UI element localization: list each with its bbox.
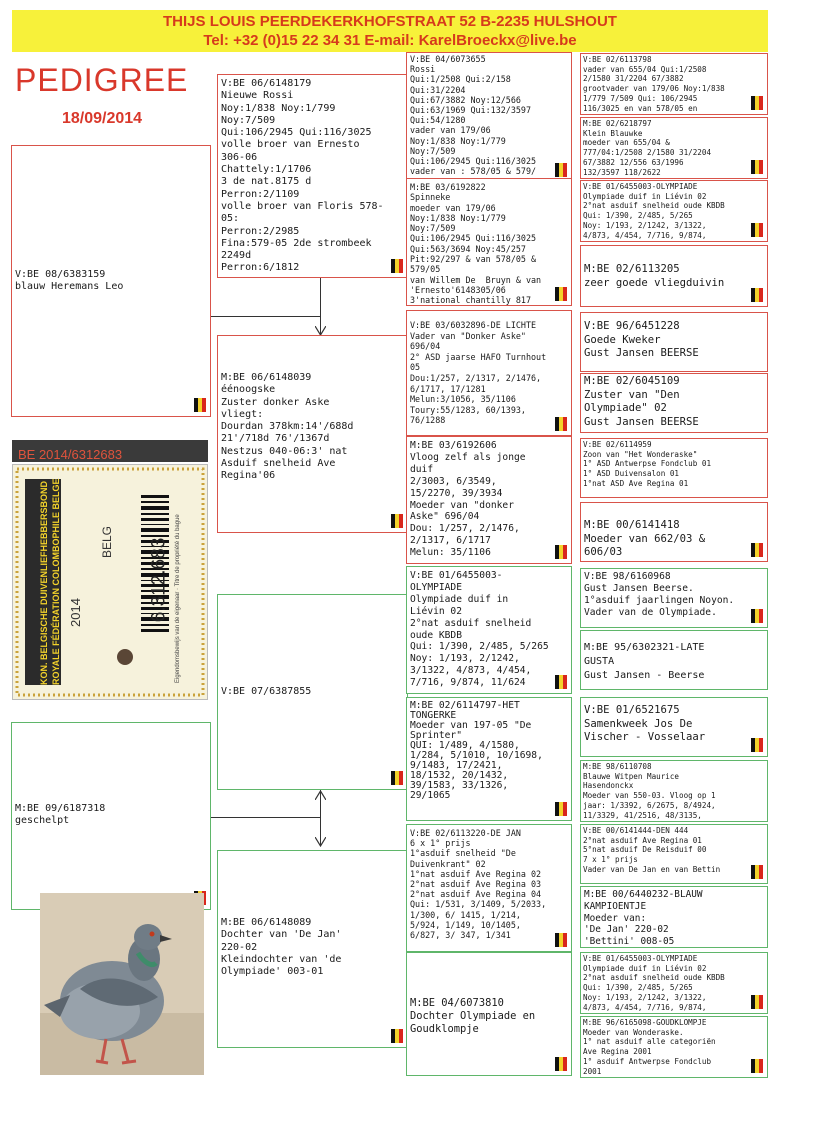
page-title: PEDIGREE xyxy=(15,62,189,98)
belgian-flag-icon xyxy=(555,417,567,431)
gen4-box-15[interactable] xyxy=(580,952,768,1014)
gen4-text-3: V:BE 01/6455003-OLYMPIADE Olympiade duif in Liévin 02 2°nat asduif snelheid oude KBDB Qui: 1/390, 2/485, 5/265 Noy: 1/193, 2/1242, 3/1322, 4/873, 4/454, 7/716, 9/874, xyxy=(583,182,725,240)
gen3-box-4[interactable] xyxy=(406,436,572,564)
ring-card-country: BELG xyxy=(100,525,115,559)
gen4-text-10: M:BE 95/6302321-LATE GUSTA Gust Jansen - Beerse xyxy=(584,642,705,681)
gen4-text-14: M:BE 00/6440232-BLAUW KAMPIOENTJE Moeder van: 'De Jan' 220-02 'Bettini' 008-05 xyxy=(584,889,703,948)
pigeon-photo xyxy=(40,893,204,1075)
gen4-text-8: M:BE 00/6141418 Moeder van 662/03 & 606/03 xyxy=(584,519,706,559)
belgian-flag-icon xyxy=(391,259,403,273)
belgian-flag-icon xyxy=(751,160,763,174)
connector-line xyxy=(210,316,320,317)
gen4-box-16[interactable] xyxy=(580,1016,768,1078)
ring-certificate-card xyxy=(12,464,208,700)
gen3-box-1[interactable] xyxy=(406,52,572,182)
gen4-box-13[interactable] xyxy=(580,824,768,884)
gen4-text-13: V:BE 00/6141444-DEN 444 2°nat asduif Ave Regina 01 5°nat asduif De Reisduif 00 7 x 1° prijs Vader van De Jan en van Bettin xyxy=(583,826,721,874)
gen4-text-2: M:BE 02/6218797 Klein Blauwke moeder van 655/04 & 777/04:1/2508 2/1580 31/2204 67/3882 12/556 63/1996 132/3597 118/2622 xyxy=(583,119,712,177)
sire-sire-box[interactable] xyxy=(217,74,408,278)
gen4-box-10[interactable] xyxy=(580,630,768,690)
belgian-flag-icon xyxy=(751,609,763,623)
gen4-box-8[interactable] xyxy=(580,502,768,562)
gen3-box-8[interactable] xyxy=(406,952,572,1076)
gen3-text-4: M:BE 03/6192606 Vloog zelf als jonge duif 2/3003, 6/3549, 15/2270, 39/3934 Moeder van "donker Aske" 696/04 Dou: 1/257, 2/1476, 2/1317, 6/1717 Melun: 35/1106 xyxy=(410,440,526,559)
gen4-text-5: V:BE 96/6451228 Goede Kweker Gust Jansen BEERSE xyxy=(584,320,699,360)
gen4-box-2[interactable] xyxy=(580,117,768,179)
belgian-flag-icon xyxy=(391,514,403,528)
sire-text: V:BE 08/6383159 blauw Heremans Leo xyxy=(15,269,124,293)
belgian-flag-icon xyxy=(555,545,567,559)
ring-card-org2: ROYALE FÉDÉRATION COLOMBOPHILE BELGE xyxy=(51,478,61,685)
sire-box[interactable] xyxy=(11,145,211,417)
sire-sire-text: V:BE 06/6148179 Nieuwe Rossi Noy:1/838 Noy:1/799 Noy:7/509 Qui:106/2945 Qui:116/3025 volle broer van Ernesto 306-06 Chattely:1/1706 3 de nat.8175 d Perron:2/1109 volle broer van Floris 578- 05: Perron:2/2985 Fina:579-05 2de strombeek 2249d Perron:6/1812 xyxy=(221,78,384,274)
gen3-text-1: V:BE 04/6073655 Rossi Qui:1/2508 Qui:2/158 Qui:31/2204 Qui:67/3882 Noy:12/566 Qui:63/1969 Qui:132/3597 Qui:54/1280 vader van 179/06 Noy:1/838 Noy:1/779 Noy:7/509 Qui:106/2945 Qui:116/3025 vader van : 578/05 & 579/ xyxy=(410,54,537,177)
ring-card-year: 2014 xyxy=(67,598,83,627)
belgian-flag-icon xyxy=(751,96,763,110)
dam-sire-box[interactable] xyxy=(217,594,408,790)
belgian-flag-icon xyxy=(194,398,206,412)
belgian-flag-icon xyxy=(555,163,567,177)
gen4-text-6: M:BE 02/6045109 Zuster van "Den Olympiade" 02 Gust Jansen BEERSE xyxy=(584,375,699,428)
gen4-text-7: V:BE 02/6114959 Zoon van "Het Wonderaske" 1° ASD Antwerpse Fondclub 01 1° ASD Duivensalon 01 1°nat ASD Ave Regina 01 xyxy=(583,440,712,488)
gen4-text-9: V:BE 98/6160968 Gust Jansen Beerse. 1°asduif jaarlingen Noyon. Vader van de Olympiade. xyxy=(584,571,735,618)
gen4-box-14[interactable] xyxy=(580,886,768,948)
gen4-text-15: V:BE 01/6455003-OLYMPIADE Olympiade duif in Liévin 02 2°nat asduif snelheid oude KBDB Qui: 1/390, 2/485, 5/265 Noy: 1/193, 2/1242, 3/1322, 4/873, 4/454, 7/716, 9/874, xyxy=(583,954,725,1012)
ring-card-hole xyxy=(117,649,133,665)
belgian-flag-icon xyxy=(751,1059,763,1073)
dam-dam-text: M:BE 06/6148089 Dochter van 'De Jan' 220-02 Kleindochter van 'de Olympiade' 003-01 xyxy=(221,917,342,978)
gen3-box-7[interactable] xyxy=(406,824,572,952)
connector-line xyxy=(210,817,320,818)
ring-card-small-text: Eigendomsbewijs van de eigenaar · Titre de propriété du bague xyxy=(175,514,181,683)
belgian-flag-icon xyxy=(751,543,763,557)
gen4-box-3[interactable] xyxy=(580,180,768,242)
gen4-box-9[interactable] xyxy=(580,568,768,628)
belgian-flag-icon xyxy=(555,933,567,947)
sire-dam-box[interactable] xyxy=(217,335,408,533)
belgian-flag-icon xyxy=(751,288,763,302)
dam-text: M:BE 09/6187318 geschelpt xyxy=(15,803,106,827)
dam-box[interactable] xyxy=(11,722,211,910)
belgian-flag-icon xyxy=(751,995,763,1009)
belgian-flag-icon xyxy=(751,223,763,237)
belgian-flag-icon xyxy=(555,1057,567,1071)
dam-dam-box[interactable] xyxy=(217,850,408,1048)
belgian-flag-icon xyxy=(555,802,567,816)
gen4-box-4[interactable] xyxy=(580,245,768,307)
gen3-text-3: V:BE 03/6032896-DE LICHTE Vader van "Donker Aske" 696/04 2° ASD jaarse HAFO Turnhout 05 Dou:1/257, 2/1317, 2/1476, 6/1717, 17/1281 Melun:3/1056, 35/1106 Toury:55/1283, 60/1393, 76/1288 xyxy=(410,320,547,426)
ring-card-number: 6.312.683 xyxy=(148,537,170,623)
gen3-text-5: V:BE 01/6455003- OLYMPIADE Olympiade duif in Liévin 02 2°nat asduif snelheid oude KBDB Qui: 1/390, 2/485, 5/265 Noy: 1/193, 2/1242, 3/1322, 4/873, 4/454, 7/716, 9/874, 11/624 xyxy=(410,570,549,689)
gen4-box-6[interactable] xyxy=(580,373,768,433)
gen3-box-3[interactable] xyxy=(406,310,572,436)
pedigree-date: 18/09/2014 xyxy=(62,110,143,127)
ring-number-label: BE 2014/6312683 xyxy=(18,447,123,462)
ring-card-org1: KON. BELGISCHE DUIVENLIEFHEBBERSBOND xyxy=(39,480,49,685)
gen3-box-2[interactable] xyxy=(406,178,572,306)
arrow-icon xyxy=(315,837,326,847)
gen4-box-1[interactable] xyxy=(580,53,768,115)
gen3-text-8: M:BE 04/6073810 Dochter Olympiade en Goudklompje xyxy=(410,997,536,1035)
gen4-text-4: M:BE 02/6113205 zeer goede vliegduivin xyxy=(584,263,725,289)
gen4-text-11: V:BE 01/6521675 Samenkweek Jos De Vischer - Vosselaar xyxy=(584,704,706,744)
breeder-contact: Tel: +32 (0)15 22 34 31 E-mail: KarelBroeckx@live.be xyxy=(203,32,577,49)
gen3-text-7: V:BE 02/6113220-DE JAN 6 x 1° prijs 1°asduif snelheid "De Duivenkrant" 02 1°nat asduif Ave Regina 02 2°nat asduif Ave Regina 03 2°nat asduif Ave Regina 04 Qui: 1/531, 3/1409, 5/2033, 1/300, 6/ 1415, 1/214, 5/924, 1/149, 10/1405, 6/827, 3/ 347, 1/341 xyxy=(410,828,547,941)
gen4-text-16: M:BE 96/6165098-GOUDKLOMPJE Moeder van Wonderaske. 1° nat asduif alle categoriën Ave Regina 2001 1° asduif Antwerpse Fondclub 2001 xyxy=(583,1018,716,1076)
belgian-flag-icon xyxy=(751,738,763,752)
belgian-flag-icon xyxy=(555,287,567,301)
sire-dam-text: M:BE 06/6148039 éénoogske Zuster donker Aske vliegt: Dourdan 378km:14'/688d 21'/718d 76'/1367d Nestzus 040-06:3' nat Asduif snelheid Ave Regina'06 xyxy=(221,372,354,482)
belgian-flag-icon xyxy=(391,771,403,785)
gen4-text-12: M:BE 98/6110708 Blauwe Witpen Maurice Hasendonckx Moeder van 550-03. Vloog op 1 jaar: 1/3392, 6/2675, 8/4924, 11/3329, 41/2516, 48/3135, xyxy=(583,762,716,820)
belgian-flag-icon xyxy=(555,675,567,689)
header-banner xyxy=(12,10,768,52)
gen4-box-7[interactable] xyxy=(580,438,768,498)
belgian-flag-icon xyxy=(391,1029,403,1043)
breeder-name-address: THIJS LOUIS PEERDEKERKHOFSTRAAT 52 B-2235 HULSHOUT xyxy=(163,13,617,30)
dam-sire-text: V:BE 07/6387855 xyxy=(221,686,312,697)
gen3-box-6[interactable] xyxy=(406,697,572,821)
arrow-icon xyxy=(315,790,326,800)
gen3-text-6: M:BE 02/6114797-HET TONGERKE Moeder van 197-05 "De Sprinter" QUI: 1/489, 4/1580, 1/284, 5/1010, 10/1698, 9/1483, 17/2421, 18/1532, 20/1432, 39/1583, 33/1326, 29/1065 xyxy=(410,700,543,801)
gen4-text-1: V:BE 02/6113798 vader van 655/04 Qui:1/2508 2/1580 31/2204 67/3882 grootvader van 179/06 Noy:1/838 1/779 7/509 Qui: 106/2945 116/3025 en van 578/05 en xyxy=(583,55,725,113)
pigeon-icon xyxy=(40,893,204,1075)
gen3-text-2: M:BE 03/6192822 Spinneke moeder van 179/06 Noy:1/838 Noy:1/779 Noy:7/509 Qui:106/2945 Qui:116/3025 Qui:563/3694 Noy:45/257 Pit:92/297 & van 578/05 & 579/05 van Willem De Bruyn & van 'Ernesto'6148305/06 3'national chantilly 817 xyxy=(410,182,542,306)
gen3-box-5[interactable] xyxy=(406,566,572,694)
gen4-box-11[interactable] xyxy=(580,697,768,757)
gen4-box-12[interactable] xyxy=(580,760,768,822)
belgian-flag-icon xyxy=(751,865,763,879)
gen4-box-5[interactable] xyxy=(580,312,768,372)
